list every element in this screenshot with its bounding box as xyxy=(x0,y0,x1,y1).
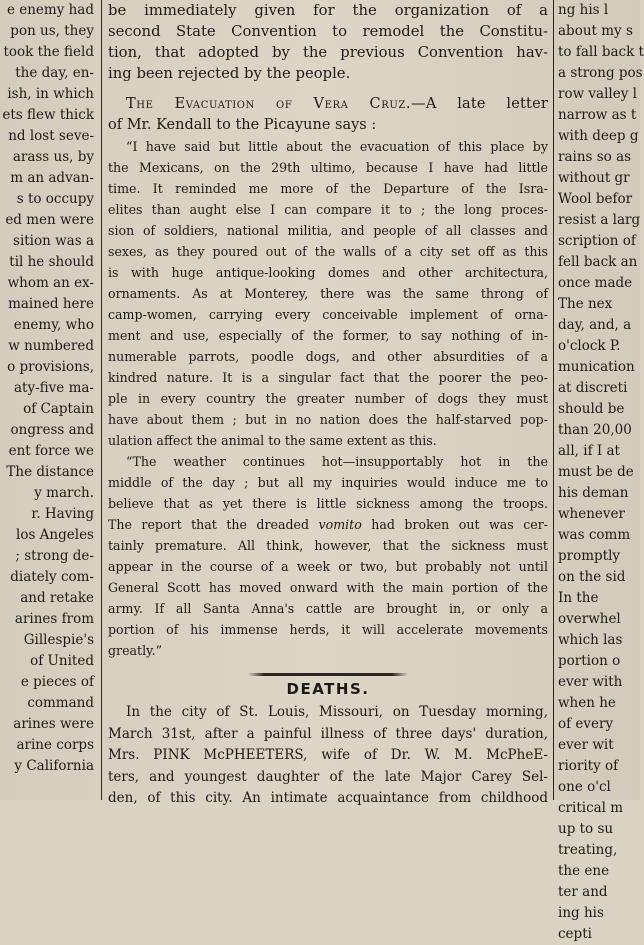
intro-line: second State Convention to remodel the Constitu- xyxy=(108,23,548,40)
article-paragraph-1 xyxy=(108,136,548,451)
intro-line: tion, that adopted by the previous Convention hav- xyxy=(108,44,548,61)
para1-line: kindred nature. It is a singular fact that the poorer the peo- xyxy=(108,370,548,385)
intro-line: be immediately given for the organization of a xyxy=(108,2,548,19)
right-column-line: the ene xyxy=(558,863,610,879)
right-column-line: which las xyxy=(558,632,623,648)
column-rule-left xyxy=(101,0,102,800)
para1-line: the Mexicans, on the 29th ultimo, because I have had little xyxy=(108,160,548,175)
right-column-line: all, if I at xyxy=(558,443,620,459)
left-column-line: diately com- xyxy=(10,569,94,585)
right-column-line: his deman xyxy=(558,485,629,501)
para2-line: appear in the course of a week or two, but probably not until xyxy=(108,559,548,574)
main-column xyxy=(106,0,552,806)
para1-line: sion of soldiers, national militia, and people of all classes and xyxy=(108,223,548,238)
para1-line: is with huge antique-looking domes and other architectura, xyxy=(108,265,548,280)
left-column-line: sition was a xyxy=(13,233,94,249)
left-column-line: til he should xyxy=(9,254,94,270)
left-column xyxy=(0,0,96,800)
right-column-line: up to su xyxy=(558,821,614,837)
right-column-line: with deep g xyxy=(558,128,639,144)
right-column-line: row valley l xyxy=(558,86,637,102)
article-paragraph-2-continued xyxy=(108,535,548,661)
right-column-line: Wool befor xyxy=(558,191,633,207)
right-column-line: In the xyxy=(558,590,599,606)
left-column-line: r. Having xyxy=(31,506,94,522)
para1-line: ulation affect the animal to the same extent as this. xyxy=(108,433,437,448)
right-column-line: than 20,00 xyxy=(558,422,632,438)
para2-line-4 xyxy=(108,514,548,535)
right-column-line: must be de xyxy=(558,464,634,480)
intro-paragraph xyxy=(108,0,548,84)
left-column-line: The distance xyxy=(6,464,94,480)
para1-line: “I have said but little about the evacuation of this place by xyxy=(126,139,548,154)
right-column-line: treating, xyxy=(558,842,618,858)
right-column-line: riority of xyxy=(558,758,619,774)
left-column-line: of Captain xyxy=(23,401,94,417)
para1-line: ornaments. As at Monterey, there was the same throng of xyxy=(108,286,548,301)
left-column-line: y march. xyxy=(34,485,94,501)
article-paragraph-2 xyxy=(108,451,548,535)
right-column-line: of every xyxy=(558,716,614,732)
left-column-text xyxy=(0,0,94,777)
right-column-text xyxy=(558,0,644,945)
left-column-line: ; strong de- xyxy=(15,548,94,564)
right-column-line: ter and xyxy=(558,884,608,900)
right-column-line: ing his xyxy=(558,905,604,921)
deaths-line: March 31st, after a painful illness of three days' duration, xyxy=(108,725,548,742)
right-column-line: ng his l xyxy=(558,2,609,18)
left-column-line: of United xyxy=(30,653,94,669)
right-column-line: promptly xyxy=(558,548,621,564)
para2-line-4-rest: had broken out was cer- xyxy=(361,517,548,532)
right-column-line: portion o xyxy=(558,653,621,669)
right-column-line: fell back an xyxy=(558,254,638,270)
left-column-line: m an advan- xyxy=(10,170,94,186)
left-column-line: w numbered xyxy=(8,338,94,354)
right-column-line: should be xyxy=(558,401,625,417)
right-column-line: was comm xyxy=(558,527,631,543)
headline-line-2: of Mr. Kendall to the Picayune says : xyxy=(108,117,377,133)
left-column-line: pon us, they xyxy=(10,23,94,39)
right-column-line: munication xyxy=(558,359,635,375)
right-column-line: about my s xyxy=(558,23,633,39)
para2-line-4-start: The report that the dreaded xyxy=(108,517,319,532)
para1-line: numerable parrots, poodle dogs, and other absurdities of a xyxy=(108,349,548,364)
left-column-line: nd lost seve- xyxy=(8,128,94,144)
para1-line: ment and use, especially of the former, to say nothing of in- xyxy=(108,328,548,343)
right-column-line: The nex xyxy=(558,296,613,312)
right-column-line: ever with xyxy=(558,674,623,690)
article-headline xyxy=(108,94,548,115)
left-column-line: e enemy had xyxy=(6,2,94,18)
right-column-line: critical m xyxy=(558,800,624,816)
right-column-line: without gr xyxy=(558,170,630,186)
deaths-line: Mrs. PINK McPHEETERS, wife of Dr. W. M. McPheE- xyxy=(108,747,548,763)
para1-line: have about them ; but in no nation does the half-starved pop- xyxy=(108,412,548,427)
para2-line-3: believe that as yet there is little sickness among the troops. xyxy=(108,496,548,511)
left-column-line: took the field xyxy=(3,44,94,60)
left-column-line: aty-five ma- xyxy=(14,380,94,396)
para1-line: sexes, as they poured out of the walls of a city set off as this xyxy=(108,244,548,259)
right-column-line: scription of xyxy=(558,233,636,249)
deaths-line: den, of this city. An intimate acquaintance from childhood xyxy=(108,790,548,806)
left-column-line: ish, in which xyxy=(7,86,94,102)
left-column-line: mained here xyxy=(8,296,94,312)
deaths-notice xyxy=(108,702,548,810)
deaths-line: ters, and youngest daughter of the late Major Carey Sel- xyxy=(108,768,548,785)
para1-line: camp-women, carrying every conceivable implement of orna- xyxy=(108,307,548,322)
left-column-line: arine corps xyxy=(16,737,94,753)
right-column-line: resist a larg xyxy=(558,212,641,228)
right-column-line: day, and, a xyxy=(558,317,632,333)
para2-line: General Scott has moved onward with the main portion of the xyxy=(108,580,548,595)
right-column-line: to fall back t xyxy=(558,44,644,60)
right-column-line: once made xyxy=(558,275,633,291)
headline-rest: —A late letter xyxy=(411,96,548,112)
right-column-line: cepti xyxy=(558,926,592,942)
right-column-line: at discreti xyxy=(558,380,628,396)
para2-line: greatly.” xyxy=(108,643,163,658)
left-column-line: los Angeles xyxy=(16,527,94,543)
right-column-line: a strong pos xyxy=(558,65,643,81)
deaths-line: In the city of St. Louis, Missouri, on Tuesday morning, xyxy=(126,704,548,720)
para1-line: ple in every country the greater number of dogs they must xyxy=(108,391,548,406)
left-column-line: Gillespie's xyxy=(23,632,94,648)
left-column-line: e pieces of xyxy=(20,674,94,690)
para2-line: portion of his immense herds, it will accelerate movements xyxy=(108,622,548,637)
left-column-line: y California xyxy=(14,758,94,774)
right-column-line: o'clock P. xyxy=(558,338,621,354)
section-divider xyxy=(248,673,408,676)
left-column-line: ets flew thick xyxy=(2,107,94,123)
left-column-line: arines were xyxy=(13,716,94,732)
intro-line: ing been rejected by the people. xyxy=(108,65,351,82)
right-column-line: one o'cl xyxy=(558,779,611,795)
right-column xyxy=(556,0,644,942)
left-column-line: ongress and xyxy=(10,422,94,438)
para1-line: time. It reminded me more of the Departure of the Isra- xyxy=(108,181,548,196)
right-column-line: whenever xyxy=(558,506,625,522)
right-column-line: ever wit xyxy=(558,737,614,753)
left-column-line: whom an ex- xyxy=(7,275,94,291)
left-column-line: and retake xyxy=(20,590,94,606)
left-column-line: o provisions, xyxy=(7,359,94,375)
right-column-line: narrow as t xyxy=(558,107,637,123)
left-column-line: ed men were xyxy=(5,212,94,228)
left-column-line: arass us, by xyxy=(12,149,94,165)
column-rule-right xyxy=(553,0,554,800)
right-column-line: overwhel xyxy=(558,611,621,627)
para1-line: elites than aught else I can compare it to ; the long proces- xyxy=(108,202,548,217)
vomito-word: vomito xyxy=(318,517,362,532)
left-column-line: command xyxy=(27,695,94,711)
left-column-line: s to occupy xyxy=(16,191,94,207)
headline-title: The Evacuation of Vera Cruz. xyxy=(126,96,412,112)
right-column-line: rains so as xyxy=(558,149,632,165)
right-column-line: when he xyxy=(558,695,616,711)
para2-line-1: “The weather continues hot—insupportably hot in the xyxy=(126,454,548,469)
para2-line: army. If all Santa Anna's cattle are brought in, or only a xyxy=(108,601,548,616)
left-column-line: ent force we xyxy=(8,443,94,459)
para2-line-2: middle of the day ; but all my inquiries would induce me to xyxy=(108,475,548,490)
left-column-line: enemy, who xyxy=(13,317,94,333)
para2-line: tainly premature. All think, however, that the sickness must xyxy=(108,538,548,553)
left-column-line: the day, en- xyxy=(15,65,94,81)
left-column-line: arines from xyxy=(14,611,94,627)
right-column-line: on the sid xyxy=(558,569,626,585)
deaths-heading: DEATHS. xyxy=(286,680,370,698)
